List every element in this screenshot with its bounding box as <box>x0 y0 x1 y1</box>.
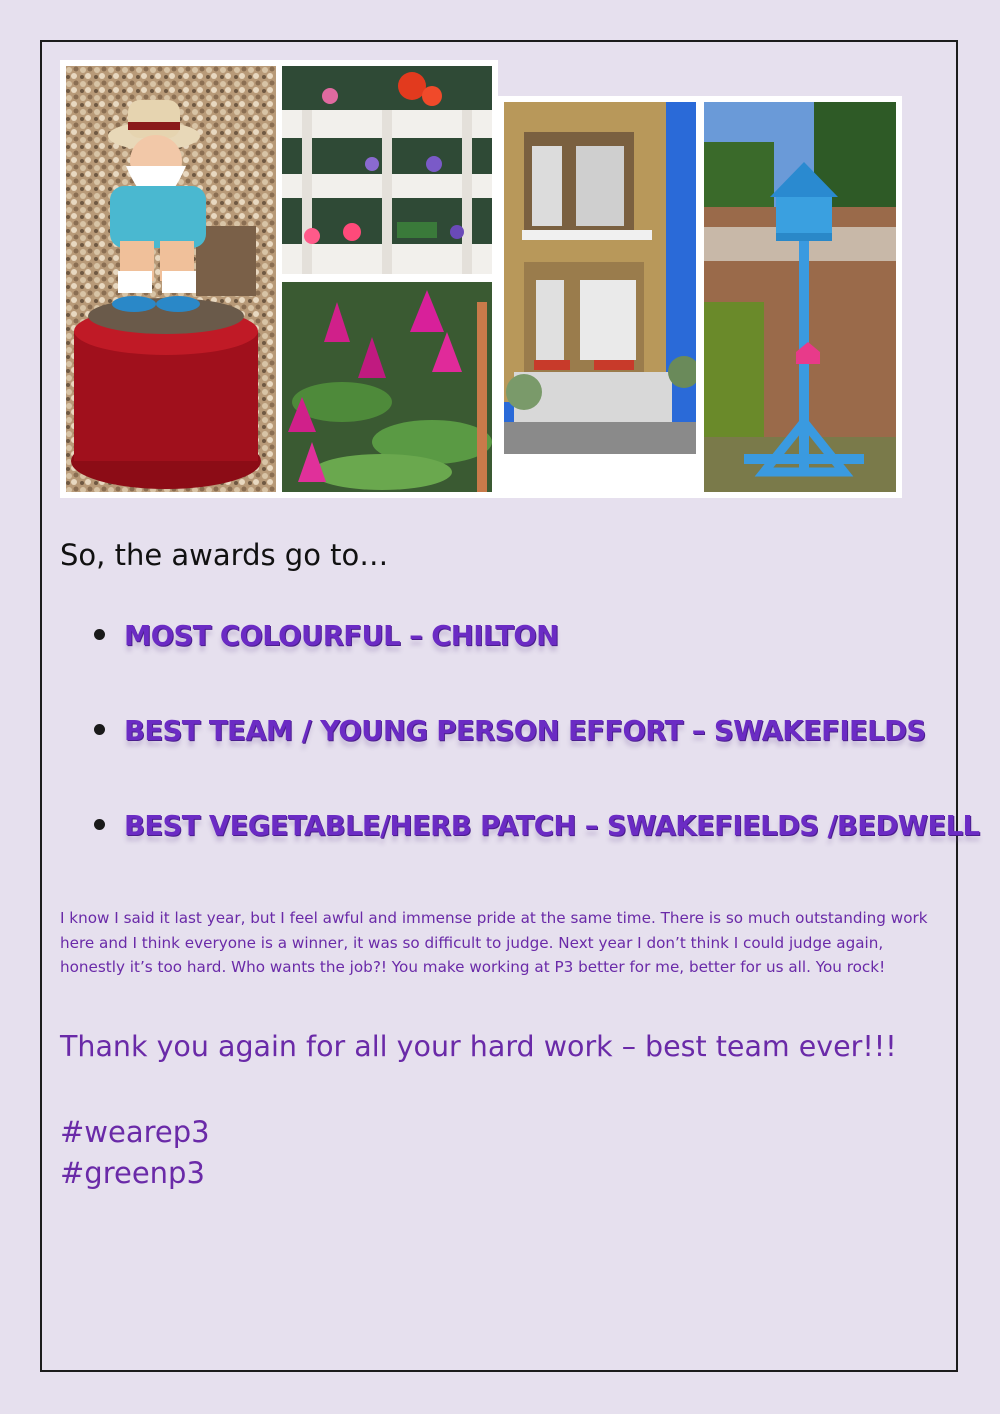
award-text: MOST COLOURFUL – CHILTON <box>124 620 559 652</box>
bullet-icon <box>94 629 105 640</box>
hashtag: #greenp3 <box>60 1156 205 1190</box>
award-item <box>60 715 926 747</box>
bullet-icon <box>94 724 105 735</box>
house-front-photo <box>504 102 696 454</box>
hashtag: #wearep3 <box>60 1115 210 1149</box>
awards-intro: So, the awards go to… <box>60 538 389 572</box>
pink-celosia-photo <box>282 282 492 492</box>
pallet-planter-photo <box>282 66 492 274</box>
garden-gnome-photo <box>66 66 276 492</box>
award-item <box>60 810 979 842</box>
thank-you-line: Thank you again for all your hard work – best team ever!!! <box>60 1030 897 1063</box>
message-paragraph: I know I said it last year, but I feel awful and immense pride at the same time. There is so much outstanding work here and I think everyone is a winner, it was so difficult to judge. Next year I don’t think I could judge again, honestly it’s too hard. Who wants the job?! You make working at P3 better for me, better for us all. You rock! <box>60 909 928 977</box>
bullet-icon <box>94 819 105 830</box>
bird-table-photo <box>704 102 896 492</box>
photo-collage <box>60 60 902 498</box>
award-item <box>60 620 559 652</box>
award-text: BEST VEGETABLE/HERB PATCH – SWAKEFIELDS /BEDWELL <box>124 810 980 842</box>
award-text: BEST TEAM / YOUNG PERSON EFFORT – SWAKEFIELDS <box>124 715 926 747</box>
hashtags-list <box>60 1112 210 1194</box>
